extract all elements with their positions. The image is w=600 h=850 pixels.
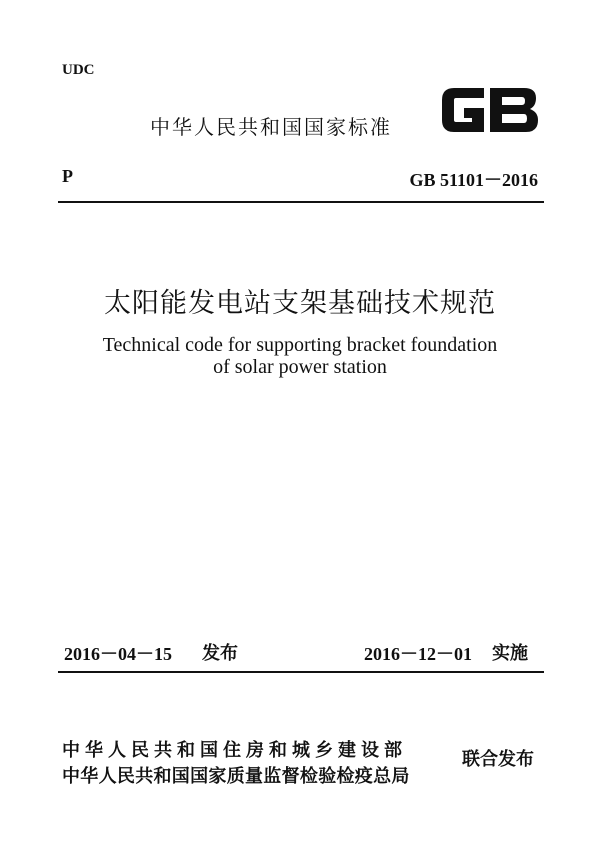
gb-logo-g-shape <box>442 88 484 132</box>
standard-type: 中华人民共和国国家标准 <box>150 115 392 139</box>
implementation-date: 2016－12－01 <box>364 644 472 664</box>
title-chinese: 太阳能发电站支架基础技术规范 <box>104 288 496 319</box>
top-divider <box>58 201 544 203</box>
gb-logo-b-shape <box>490 88 538 132</box>
issuer-ministry-housing: 中华人民共和国住房和城乡建设部 <box>62 740 407 761</box>
issue-label: 发布 <box>202 643 238 664</box>
category-code: P <box>62 166 73 186</box>
udc-label: UDC <box>62 62 95 78</box>
title-english-line2: of solar power station <box>213 356 387 378</box>
bottom-divider <box>58 671 544 673</box>
implementation-label: 实施 <box>492 643 528 664</box>
issue-date: 2016－04－15 <box>64 644 172 664</box>
gb-logo <box>438 82 542 138</box>
joint-issue-label: 联合发布 <box>462 749 534 770</box>
issuer-aqsiq: 中华人民共和国国家质量监督检验检疫总局 <box>62 766 410 787</box>
title-english-line1: Technical code for supporting bracket foundation <box>102 334 498 356</box>
standard-number: GB 51101－2016 <box>409 170 538 190</box>
